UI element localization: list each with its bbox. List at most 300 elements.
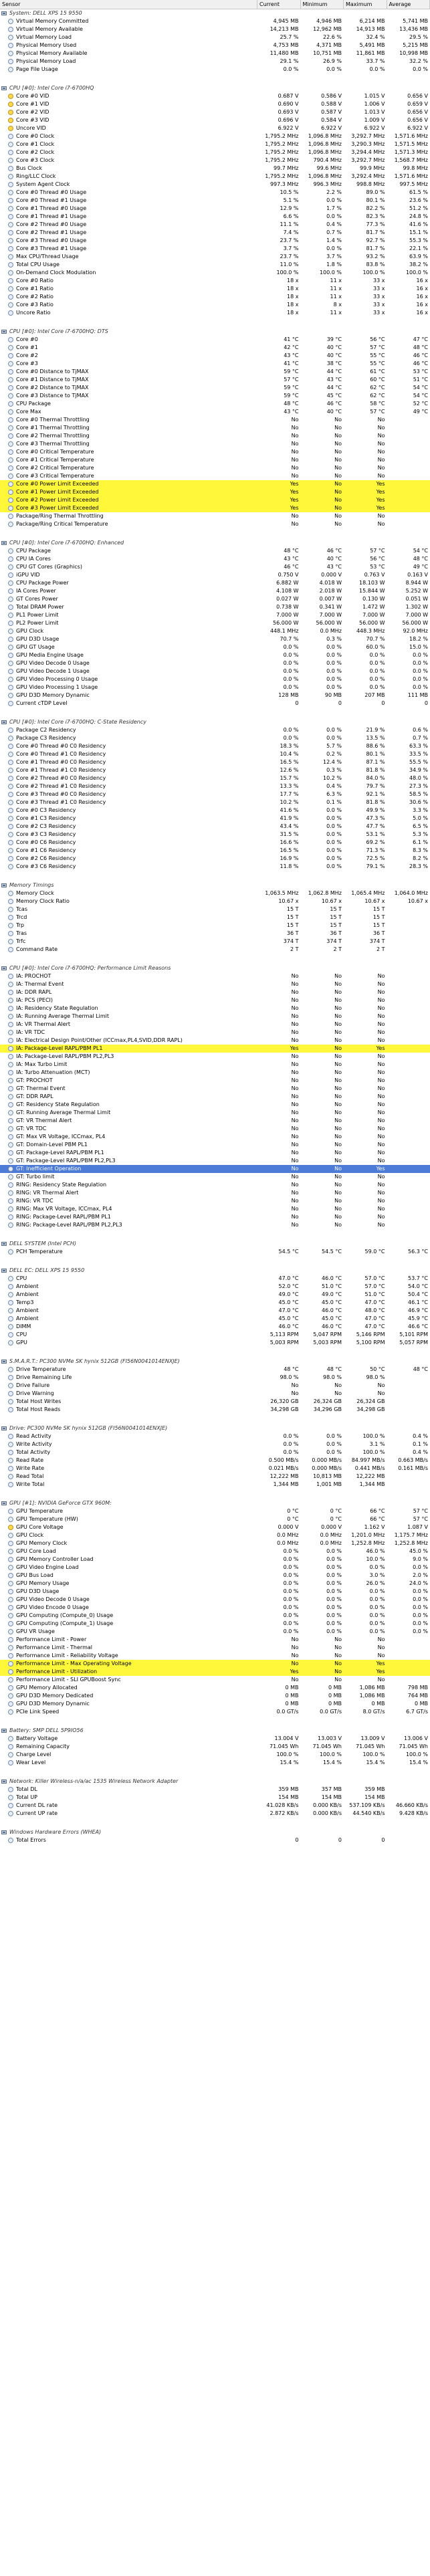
sensor-name [0,1374,257,1382]
sensor-row[interactable] [0,611,430,619]
sensor-row[interactable] [0,1668,430,1676]
average-value [387,456,430,464]
sensor-row[interactable] [0,1061,430,1069]
sensor-row[interactable] [0,547,430,555]
sensor-row[interactable] [0,49,430,58]
sensor-name [0,1213,257,1221]
sensor-row[interactable] [0,277,430,285]
sensor-row[interactable] [0,269,430,277]
sensor-row[interactable] [0,360,430,368]
section-header[interactable] [0,1267,430,1275]
sensor-row[interactable] [0,1189,430,1197]
minimum-value: No [334,1222,342,1228]
sensor-row[interactable] [0,1291,430,1299]
sensor-row[interactable] [0,1531,430,1539]
sensor-row[interactable] [0,1037,430,1045]
sensor-row[interactable] [0,448,430,456]
sensor-label: Core #1 Thread #1 C0 Residency [16,767,106,773]
current-value: 0.0 % [283,1433,299,1439]
sensor-row[interactable] [0,1339,430,1347]
maximum-value: 3,292.7 MHz [351,157,385,163]
sensor-row[interactable] [0,1432,430,1440]
sensor-row[interactable] [0,132,430,140]
sensor-row[interactable] [0,1004,430,1012]
current-value: 0.0 % [283,1604,299,1610]
sensor-row[interactable] [0,807,430,815]
sensor-row[interactable] [0,1440,430,1448]
column-average[interactable]: Average [387,0,430,9]
sensor-row[interactable] [0,946,430,954]
section-header[interactable] [0,881,430,889]
sensor-row[interactable] [0,595,430,603]
sensor-name [0,1093,257,1101]
device-icon [1,1779,7,1784]
sensor-row[interactable] [0,480,430,488]
minimum-value: 1,001 MB [316,1481,342,1487]
sensor-row[interactable] [0,1299,430,1307]
sensor-row[interactable] [0,831,430,839]
sensor-row[interactable] [0,165,430,173]
sensor-row[interactable] [0,1620,430,1628]
sensor-row[interactable] [0,930,430,938]
average-value [387,1149,430,1157]
sensor-row[interactable] [0,839,430,847]
sensor-row[interactable] [0,798,430,807]
sensor-row[interactable] [0,92,430,100]
sensor-row[interactable] [0,1398,430,1406]
section-spacer [0,528,430,539]
average-value: 22.1 % [409,245,428,251]
sensor-row[interactable] [0,58,430,66]
minimum-value: 0.0 % [326,839,342,845]
current-value: 52.0 °C [278,1283,299,1289]
minimum-value: 0.0 % [326,660,342,666]
minimum-value: 790.4 MHz [313,157,342,163]
sensor-row[interactable] [0,603,430,611]
section-header[interactable] [0,539,430,547]
sensor-row[interactable] [0,108,430,116]
sensor-row[interactable] [0,1596,430,1604]
section-header[interactable] [0,718,430,726]
sensor-row[interactable] [0,1029,430,1037]
maximum-value: 87.1 % [366,759,385,765]
sensor-row[interactable] [0,17,430,25]
sensor-row[interactable] [0,922,430,930]
section-header[interactable] [0,1727,430,1735]
sensor-row[interactable] [0,309,430,317]
sensor-row[interactable] [0,1021,430,1029]
maximum-value: 79.7 % [366,783,385,789]
sensor-label: Core #2 Power Limit Exceeded [16,497,99,503]
sensor-row[interactable] [0,905,430,914]
sensor-label: GPU Core Voltage [16,1524,64,1530]
sensor-row[interactable] [0,237,430,245]
sensor-row[interactable] [0,815,430,823]
sensor-row[interactable] [0,66,430,74]
sensor-row[interactable] [0,213,430,221]
sensor-row[interactable] [0,1507,430,1515]
sensor-row[interactable] [0,1786,430,1794]
sensor-row[interactable] [0,1275,430,1283]
sensor-row[interactable] [0,432,430,440]
sensor-row[interactable] [0,1555,430,1564]
sensor-row[interactable] [0,124,430,132]
sensor-row[interactable] [0,1636,430,1644]
average-value: 63.3 % [409,743,428,749]
sensor-row[interactable] [0,1580,430,1588]
sensor-row[interactable] [0,1366,430,1374]
sensor-row[interactable] [0,1077,430,1085]
sensor-row[interactable] [0,988,430,996]
sensor-row[interactable] [0,1323,430,1331]
sensor-row[interactable] [0,1692,430,1700]
sensor-row[interactable] [0,245,430,253]
sensor-row[interactable] [0,683,430,691]
current-value: 0.0 % [283,1449,299,1455]
minimum-value: 0.0 % [326,807,342,813]
current-value: 59 °C [284,393,299,399]
sensor-row[interactable] [0,996,430,1004]
minimum-value: 0.0 % [326,668,342,674]
sensor-row[interactable] [0,285,430,293]
minimum-value: 0.000 V [321,1524,342,1530]
sensor-row[interactable] [0,197,430,205]
sensor-row[interactable] [0,440,430,448]
sensor-name [0,1628,257,1636]
sensor-row[interactable] [0,140,430,148]
sensor-row[interactable] [0,897,430,905]
sensor-row[interactable] [0,1539,430,1547]
sensor-row[interactable] [0,416,430,424]
sensor-row[interactable] [0,1708,430,1716]
sensor-label: Core #3 Thread #1 Usage [16,245,87,251]
sensor-row[interactable] [0,1660,430,1668]
sensor-row[interactable] [0,100,430,108]
sensor-row[interactable] [0,1149,430,1157]
sensor-row[interactable] [0,1457,430,1465]
sensor-row[interactable] [0,889,430,897]
sensor-icon [8,110,13,115]
sensor-row[interactable] [0,1473,430,1481]
sensor-row[interactable] [0,504,430,512]
sensor-row[interactable] [0,424,430,432]
sensor-icon [8,142,13,147]
sensor-row[interactable] [0,1588,430,1596]
sensor-row[interactable] [0,980,430,988]
section-header[interactable] [0,1240,430,1248]
sensor-row[interactable] [0,972,430,980]
sensor-label: GPU VR Usage [16,1628,55,1634]
sensor-row[interactable] [0,520,430,528]
sensor-row[interactable] [0,750,430,758]
sensor-row[interactable] [0,1109,430,1117]
sensor-row[interactable] [0,691,430,700]
sensor-name [0,659,257,667]
sensor-row[interactable] [0,667,430,675]
sensor-row[interactable] [0,496,430,504]
sensor-row[interactable] [0,579,430,587]
sensor-row[interactable] [0,1085,430,1093]
section-header[interactable] [0,84,430,92]
section-header[interactable] [0,1778,430,1786]
maximum-value: No [377,1142,385,1148]
sensor-row[interactable] [0,472,430,480]
sensor-row[interactable] [0,1547,430,1555]
sensor-row[interactable] [0,1221,430,1229]
sensor-row[interactable] [0,1564,430,1572]
column-maximum[interactable]: Maximum [344,0,387,9]
section-header[interactable] [0,328,430,336]
average-value: 1.087 V [407,1524,428,1530]
sensor-row[interactable] [0,336,430,344]
sensor-row[interactable] [0,189,430,197]
sensor-row[interactable] [0,1612,430,1620]
sensor-row[interactable] [0,25,430,33]
sensor-row[interactable] [0,863,430,871]
sensor-row[interactable] [0,1810,430,1818]
sensor-icon [8,377,13,383]
section-header[interactable] [0,1358,430,1366]
sensor-row[interactable] [0,1572,430,1580]
minimum-value: 40 °C [326,556,342,562]
sensor-row[interactable] [0,221,430,229]
sensor-row[interactable] [0,1117,430,1125]
sensor-row[interactable] [0,1331,430,1339]
sensor-row[interactable] [0,914,430,922]
sensor-row[interactable] [0,1173,430,1181]
sensor-row[interactable] [0,619,430,627]
sensor-row[interactable] [0,400,430,408]
sensor-row[interactable] [0,229,430,237]
sensor-label: Total CPU Usage [16,261,60,267]
sensor-row[interactable] [0,726,430,734]
maximum-value: 56 °C [370,336,385,342]
sensor-row[interactable] [0,1448,430,1457]
sensor-row[interactable] [0,116,430,124]
sensor-name [0,336,257,344]
maximum-value: 12,222 MB [356,1473,385,1479]
sensor-name [0,108,257,116]
sensor-row[interactable] [0,1700,430,1708]
sensor-row[interactable] [0,1523,430,1531]
maximum-value: No [377,1150,385,1156]
section-header[interactable] [0,1828,430,1836]
sensor-icon [8,760,13,765]
sensor-row[interactable] [0,1406,430,1414]
sensor-row[interactable] [0,627,430,635]
sensor-row[interactable] [0,782,430,790]
column-sensor[interactable]: Sensor [0,0,257,9]
sensor-row[interactable] [0,293,430,301]
section-header[interactable] [0,9,430,17]
sensor-row[interactable] [0,376,430,384]
sensor-row[interactable] [0,1141,430,1149]
sensor-row[interactable] [0,384,430,392]
sensor-row[interactable] [0,1125,430,1133]
minimum-value: 11 x [330,286,342,292]
sensor-row[interactable] [0,1652,430,1660]
sensor-row[interactable] [0,261,430,269]
sensor-row[interactable] [0,464,430,472]
sensor-name [0,277,257,285]
sensor-row[interactable] [0,156,430,165]
minimum-value: No [334,473,342,479]
average-value [387,512,430,520]
sensor-row[interactable] [0,1836,430,1844]
sensor-row[interactable] [0,33,430,41]
average-value: 3.3 % [413,807,428,813]
sensor-row[interactable] [0,456,430,464]
sensor-label: Ambient [16,1315,39,1321]
sensor-row[interactable] [0,392,430,400]
sensor-row[interactable] [0,1743,430,1751]
current-value: 2 T [290,946,299,952]
sensor-row[interactable] [0,1181,430,1189]
sensor-row[interactable] [0,1382,430,1390]
average-value [387,1644,430,1652]
section-spacer [0,708,430,718]
average-value: 5.3 % [413,831,428,837]
sensor-row[interactable] [0,1205,430,1213]
sensor-row[interactable] [0,1053,430,1061]
section-header[interactable] [0,1424,430,1432]
sensor-row[interactable] [0,1133,430,1141]
sensor-row[interactable] [0,587,430,595]
sensor-row[interactable] [0,488,430,496]
average-value: 997.5 MHz [399,181,428,187]
sensor-row[interactable] [0,643,430,651]
average-value: 57 °C [413,1516,428,1522]
column-current[interactable]: Current [257,0,301,9]
sensor-row[interactable] [0,563,430,571]
sensor-row[interactable] [0,1315,430,1323]
sensor-row[interactable] [0,1481,430,1489]
sensor-row[interactable] [0,1465,430,1473]
sensor-icon [8,59,13,64]
sensor-row[interactable] [0,1735,430,1743]
sensor-row[interactable] [0,1684,430,1692]
sensor-row[interactable] [0,1101,430,1109]
sensor-row[interactable] [0,1644,430,1652]
minimum-value: No [334,1206,342,1212]
minimum-value: No [334,1045,342,1051]
column-minimum[interactable]: Minimum [301,0,344,9]
sensor-row[interactable] [0,651,430,659]
sensor-row[interactable] [0,1069,430,1077]
sensor-row[interactable] [0,659,430,667]
sensor-row[interactable] [0,1157,430,1165]
sensor-row[interactable] [0,512,430,520]
maximum-value: 47.0 °C [364,1299,385,1305]
maximum-value: Yes [376,1166,385,1172]
sensor-row[interactable] [0,253,430,261]
sensor-row[interactable] [0,408,430,416]
sensor-row[interactable] [0,352,430,360]
sensor-row[interactable] [0,938,430,946]
sensor-label: IA: Electrical Design Point/Other (ICCmax,PL4,SVID,DDR RAPL) [16,1037,183,1043]
sensor-row[interactable] [0,635,430,643]
average-value: 48 °C [413,344,428,350]
sensor-row[interactable] [0,1045,430,1053]
current-value: 99.7 MHz [274,165,299,171]
sensor-row[interactable] [0,758,430,766]
sensor-row[interactable] [0,734,430,742]
average-value: 53 °C [413,368,428,374]
sensor-row[interactable] [0,205,430,213]
sensor-row[interactable] [0,1676,430,1684]
sensor-row[interactable] [0,1390,430,1398]
sensor-row[interactable] [0,790,430,798]
sensor-row[interactable] [0,571,430,579]
sensor-row[interactable] [0,173,430,181]
sensor-name [0,766,257,774]
sensor-row[interactable] [0,1759,430,1767]
sensor-label: Drive Warning [16,1390,54,1396]
sensor-row[interactable] [0,823,430,831]
sensor-row[interactable] [0,1283,430,1291]
sensor-row[interactable] [0,1374,430,1382]
sensor-row[interactable] [0,1093,430,1101]
minimum-value: 0.584 V [321,117,342,123]
sensor-row[interactable] [0,766,430,774]
minimum-value: 0.0 % [326,823,342,829]
sensor-row[interactable] [0,181,430,189]
minimum-value: 154 MB [321,1794,342,1800]
sensor-row[interactable] [0,344,430,352]
section-header[interactable] [0,1499,430,1507]
maximum-value: 5,146 RPM [356,1331,385,1337]
average-value: 54 °C [413,548,428,554]
sensor-row[interactable] [0,1197,430,1205]
sensor-row[interactable] [0,1213,430,1221]
sensor-row[interactable] [0,1515,430,1523]
sensor-row[interactable] [0,700,430,708]
sensor-name [0,464,257,472]
sensor-row[interactable] [0,1248,430,1256]
sensor-row[interactable] [0,148,430,156]
sensor-row[interactable] [0,41,430,49]
section-header[interactable] [0,964,430,972]
minimum-value: 0.0 % [326,1449,342,1455]
maximum-value: 53 °C [370,564,385,570]
sensor-row[interactable] [0,774,430,782]
maximum-value: No [377,1093,385,1099]
sensor-row[interactable] [0,1794,430,1802]
sensor-row[interactable] [0,1628,430,1636]
sensor-icon [8,1811,13,1816]
current-value: 6.882 W [276,580,299,586]
sensor-row[interactable] [0,1604,430,1612]
sensor-row[interactable] [0,1012,430,1021]
sensor-row[interactable] [0,1751,430,1759]
sensor-row[interactable] [0,742,430,750]
maximum-value: 359 MB [364,1786,385,1792]
sensor-name [0,424,257,432]
sensor-row[interactable] [0,675,430,683]
sensor-row[interactable] [0,1165,430,1173]
sensor-row[interactable] [0,855,430,863]
sensor-row[interactable] [0,555,430,563]
average-value: 99.8 MHz [403,165,428,171]
sensor-row[interactable] [0,1307,430,1315]
sensor-row[interactable] [0,368,430,376]
sensor-row[interactable] [0,1802,430,1810]
minimum-value: No [334,521,342,527]
sensor-row[interactable] [0,301,430,309]
sensor-row[interactable] [0,847,430,855]
minimum-value: No [334,505,342,511]
maximum-value: 99.9 MHz [360,165,385,171]
